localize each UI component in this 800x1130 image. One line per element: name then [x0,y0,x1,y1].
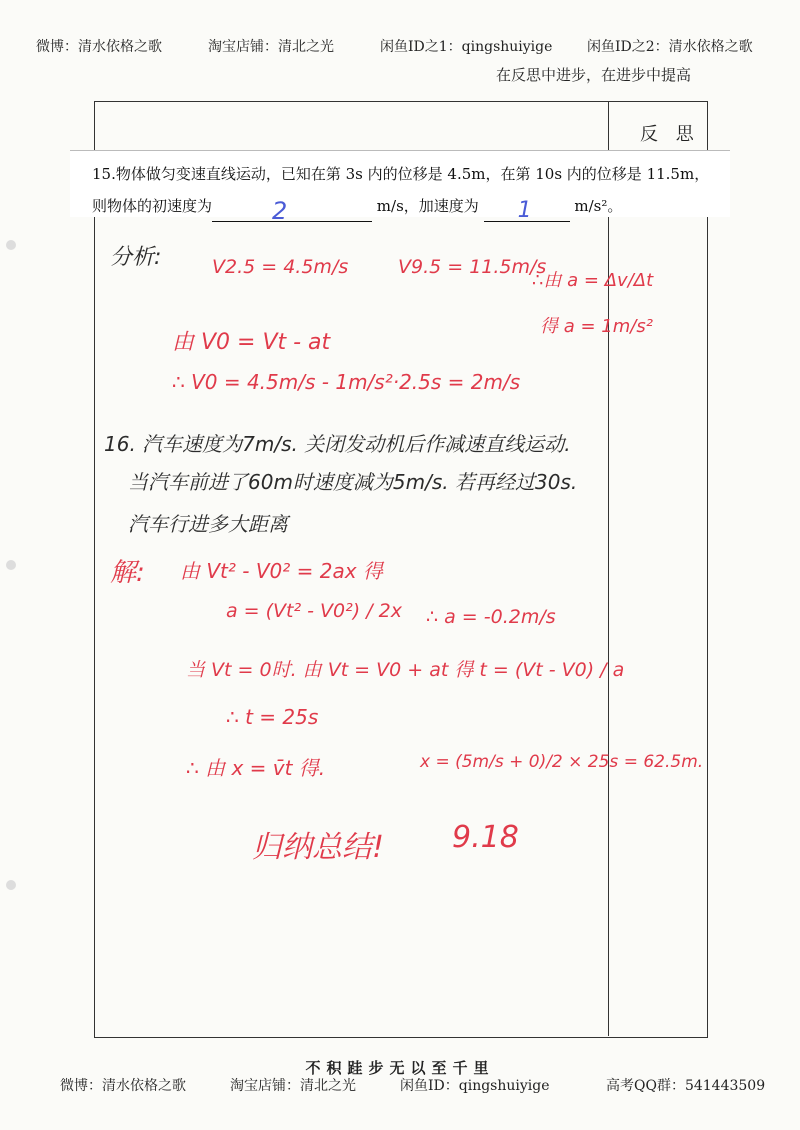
header-taobao: 淘宝店铺：清北之光 [208,39,334,55]
problem-15-unit-1: m/s，加速度为 [376,197,479,215]
binder-hole [6,240,16,250]
footer-weibo: 微博：清水依格之歌 [60,1078,186,1094]
reflection-title: 反 思 [640,124,700,145]
v0-result-line: ∴ V0 = 4.5m/s - 1m/s²·2.5s = 2m/s [172,370,521,394]
date-note: 9.18 [452,820,519,855]
problem-16-line-1: 16. 汽车速度为7m/s. 关闭发动机后作减速直线运动. [104,432,571,456]
header-xianyu-1: 闲鱼ID之1：qingshuiyige [380,39,553,55]
a-formula-line: ∴由 a = Δv/Δt [532,270,654,291]
header-xianyu-2: 闲鱼ID之2：清水依格之歌 [587,39,753,55]
binder-hole [6,560,16,570]
a-result-line: 得 a = 1m/s² [540,316,653,337]
footer-taobao: 淘宝店铺：清北之光 [230,1078,356,1094]
v25-line: V2.5 = 4.5m/s [212,256,349,278]
solution-line-3: 当 Vt = 0时. 由 Vt = V0 + at 得 t = (Vt - V0) / a [186,659,625,681]
binder-hole [6,880,16,890]
footer-motto: 不积跬步无以至千里 [305,1059,495,1077]
problem-15-text: 15.物体做匀变速直线运动，已知在第 3s 内的位移是 4.5m，在第 10s 内的位移是 11.5m，则物体的初速度为 [92,165,710,215]
solution-a-result: ∴ a = -0.2m/s [426,606,556,628]
problem-15-unit-2: m/s²。 [574,197,623,215]
answer-blank-1 [212,197,372,225]
header-weibo: 微博：清水依格之歌 [36,39,162,55]
reflection-column-divider [608,101,609,1036]
solution-a-formula: a = (Vt² - V0²) / 2x [226,600,402,622]
header-slogan: 在反思中进步，在进步中提高 [496,66,692,84]
footer-qq: 高考QQ群：541443509 [606,1078,766,1094]
summary-note: 归纳总结! [252,830,385,865]
problem-15 [92,158,712,225]
solution-t: ∴ t = 25s [226,705,319,729]
v0-formula-line: 由 V0 = Vt - at [172,330,331,355]
solution-label: 解: [110,558,145,588]
problem-16-line-2: 当汽车前进了60m时速度减为5m/s. 若再经过30s. [128,470,578,494]
answer-1: 2 [272,197,288,225]
answer-blank-2 [484,198,570,223]
problem-16-line-3: 汽车行进多大距离 [128,512,288,536]
solution-x: ∴ 由 x = v̄t 得. [186,756,326,780]
footer-xianyu: 闲鱼ID：qingshuiyige [400,1078,550,1094]
solution-x-result: x = (5m/s + 0)/2 × 25s = 62.5m. [420,752,704,772]
solution-line-1: 由 Vt² - V0² = 2ax 得 [180,559,383,583]
analysis-label: 分析: [110,245,162,270]
answer-2: 1 [517,198,532,223]
v95-line: V9.5 = 11.5m/s [398,256,547,278]
